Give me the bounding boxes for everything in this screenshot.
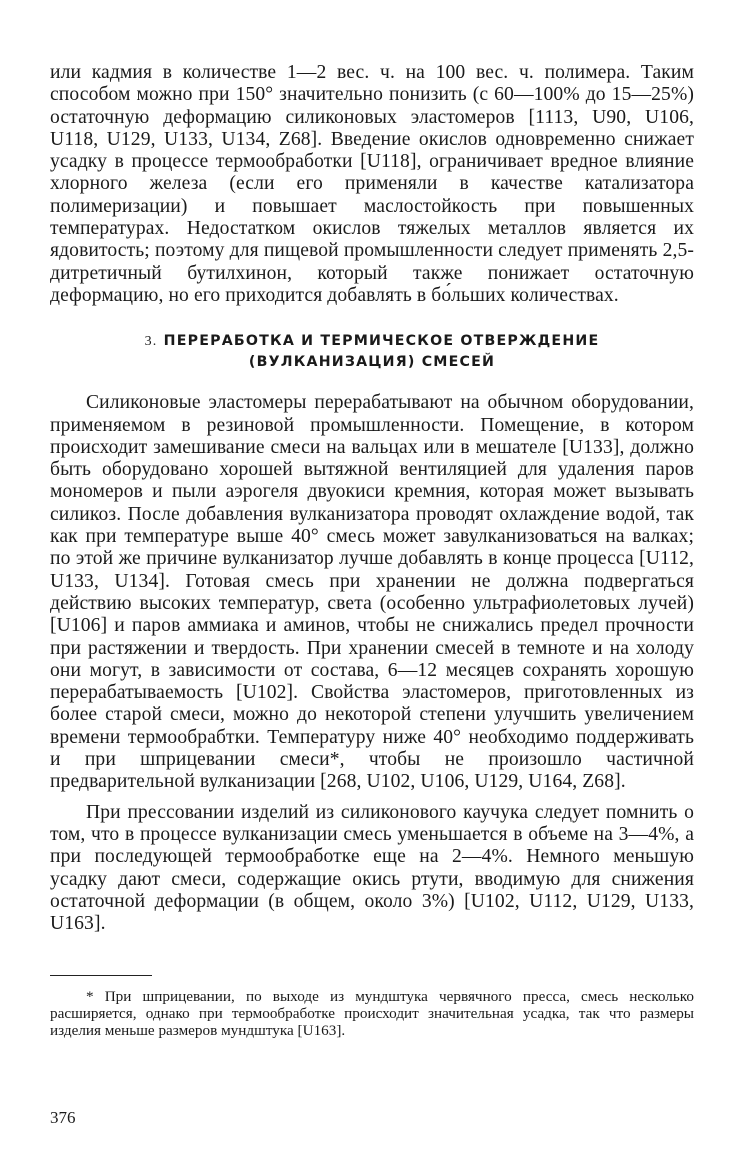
section-title-line2: (ВУЛКАНИЗАЦИЯ) СМЕСЕЙ: [248, 354, 496, 371]
body-paragraph-2: При прессовании изделий из силиконового каучука следует помнить о том, что в процессе вулканизации смесь уменьшается в объеме на 3—4%, а при последующей термообработке еще на 2—4%. Немного меньшую усадку дают смеси, содержащие окись ртути, вводимую для снижения остаточной деформации (в общем, около 3%) [U102, U112, U129, U133, U163].: [50, 801, 694, 935]
page-number: 376: [50, 1108, 76, 1127]
footnote: * При шприцевании, по выходе из мундштука червячного пресса, смесь несколько расширяется, однако при термообработке происходит значительная усадка, так что размеры изделия меньше размеров мундштука [U163].: [50, 988, 694, 1040]
section-heading-line1: [50, 331, 694, 352]
footnote-divider: [50, 975, 152, 976]
section-number: 3.: [144, 334, 158, 350]
body-paragraph-1: Силиконовые эластомеры перерабатывают на обычном оборудовании, применяемом в резиновой промышленности. Помещение, в котором происходит замешивание смеси на вальцах или в мешателе [U133], должно быть оборудовано хорошей вытяжной вентиляцией для удаления паров мономеров и пыли аэрогеля двуокиси кремния, которая может вызывать силикоз. После добавления вулканизатора проводят охлаждение водой, так как при температуре выше 40° смесь может завулканизоваться на валках; по этой же причине вулканизатор лучше добавлять в конце процесса [U112, U133, U134]. Готовая смесь при хранении не должна подвергаться действию высоких температур, света (особенно ультрафиолетовых лучей) [U106] и паров аммиака и аминов, чтобы не снижались предел прочности при растяжении и твердость. При хранении смесей в темноте и на холоду они могут, в зависимости от состава, 6—12 месяцев сохранять хорошую перерабатываемость [U102]. Свойства эластомеров, приготовленных из более старой смеси, можно до некоторой степени улучшить увеличением времени термообрабтки. Температуру ниже 40° необходимо поддерживать и при шприцевании смеси*, чтобы не произошло частичной предварительной вулканизации [268, U102, U106, U129, U164, Z68].: [50, 392, 694, 793]
page-body: [50, 62, 694, 1039]
intro-paragraph: или кадмия в количестве 1—2 вес. ч. на 100 вес. ч. полимера. Таким способом можно при 150° значительно понизить (с 60—100% до 15—25%) остаточную деформацию силиконовых эластомеров [1113, U90, U106, U118, U129, U133, U134, Z68]. Введение окислов одновременно снижает усадку в процессе термообработки [U118], ограничивает вредное влияние хлорного железа (если его применяли в качестве катализатора полимеризации) и повышает маслостойкость при повышенных температурах. Недостатком окислов тяжелых металлов является их ядовитость; поэтому для пищевой промышленности следует применять 2,5-дитретичный бутилхинон, который также понижает остаточную деформацию, но его приходится добавлять в бо́льших количествах.: [50, 62, 694, 306]
section-title-line1: ПЕРЕРАБОТКА И ТЕРМИЧЕСКОЕ ОТВЕРЖДЕНИЕ: [163, 333, 600, 350]
section-heading: [50, 331, 694, 372]
